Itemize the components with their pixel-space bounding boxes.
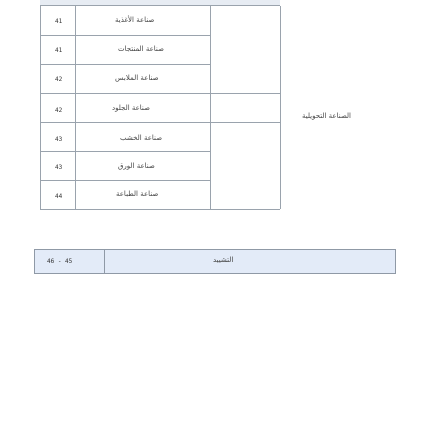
footer-code: 46 - 45 (47, 258, 73, 265)
grid-line-divider (75, 6, 76, 209)
row-name: صناعة الملابس (115, 74, 159, 82)
footer-row (34, 249, 396, 274)
footer-divider (104, 250, 105, 273)
row-separator (40, 180, 210, 181)
row-separator (40, 35, 210, 36)
row-code: 43 (55, 136, 63, 143)
grid-line-middle (210, 6, 211, 209)
row-code: 41 (55, 18, 63, 25)
row-code: 42 (55, 107, 63, 114)
row-code: 43 (55, 164, 63, 171)
row-separator (40, 122, 280, 123)
row-separator (40, 151, 210, 152)
row-separator (40, 64, 210, 65)
row-name: صناعة الجلود (112, 104, 150, 112)
footer-name: التشييد (213, 256, 234, 264)
row-separator (40, 209, 280, 210)
row-name: صناعة الأغذية (115, 16, 155, 24)
row-name: صناعة الورق (118, 162, 155, 170)
section-label: الصناعة التحويلية (302, 112, 352, 120)
row-name: صناعة المنتجات (118, 45, 164, 53)
row-code: 44 (55, 193, 63, 200)
row-code: 41 (55, 47, 63, 54)
grid-line-right (280, 6, 281, 209)
row-code: 42 (55, 76, 63, 83)
row-name: صناعة الخشب (120, 134, 163, 142)
row-separator (40, 93, 280, 94)
table-top-border (40, 0, 280, 6)
grid-line-left (40, 6, 41, 209)
row-name: صناعة الطباعة (116, 190, 159, 198)
